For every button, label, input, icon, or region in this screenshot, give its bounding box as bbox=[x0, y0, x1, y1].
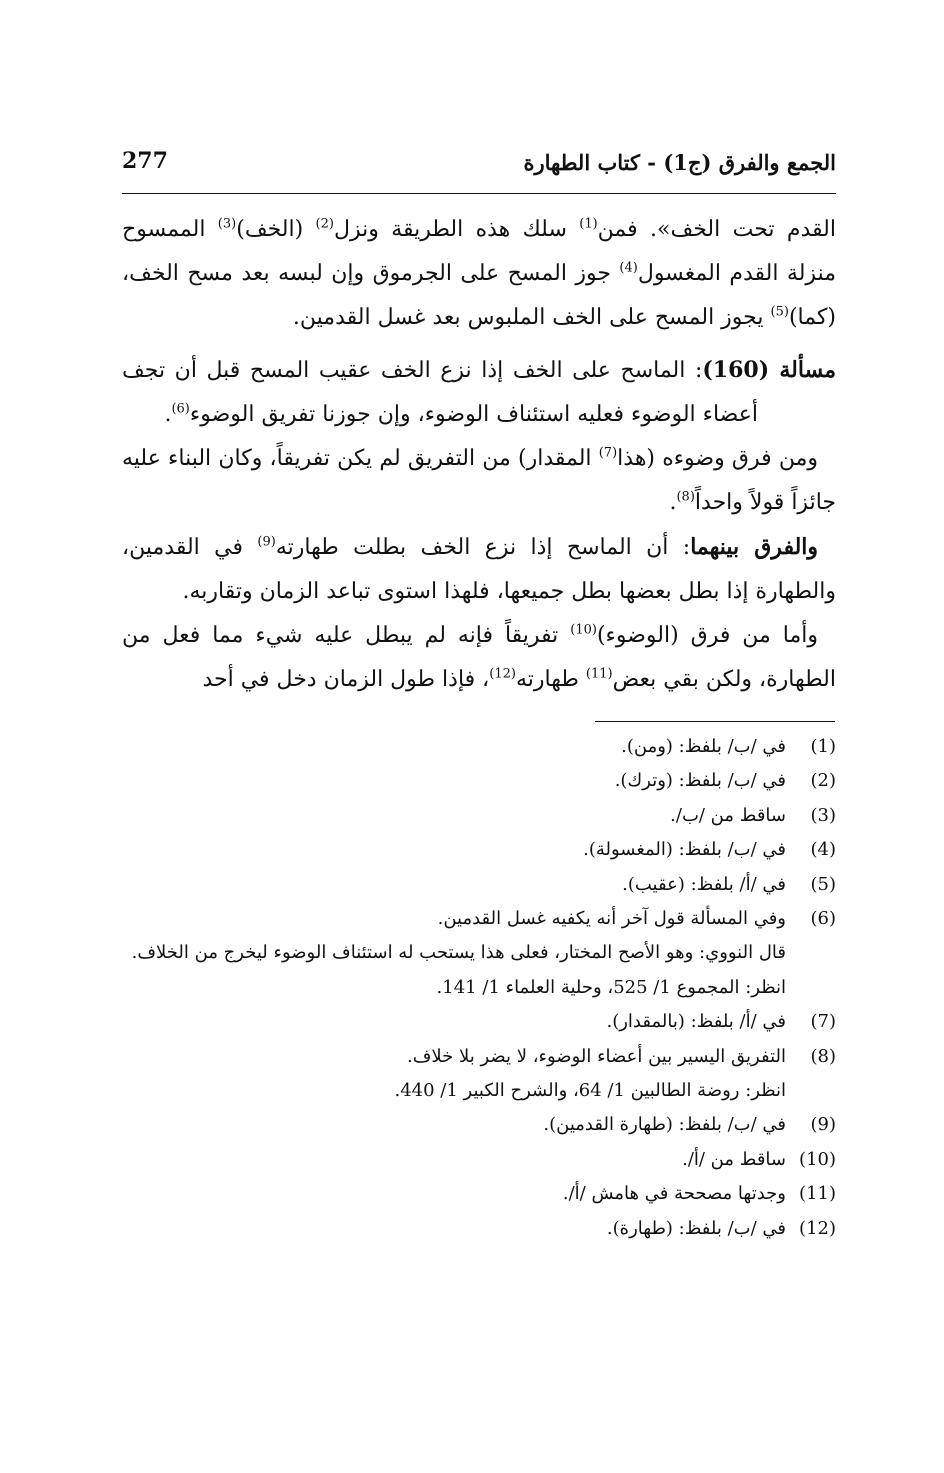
footnote-number: (8) bbox=[810, 1045, 836, 1067]
footnote-ref-11: (11) bbox=[585, 666, 613, 682]
footnote-text: في /أ/ بلفظ: (عقيب). bbox=[622, 873, 786, 895]
text-run: المقدار) من التفريق لم يكن تفريقاً، وكان البناء عليه جائزاً قولاً واحداً bbox=[122, 446, 836, 515]
running-header-title: الجمع والفرق (ج1) - كتاب الطهارة bbox=[523, 150, 836, 175]
footnote-text: وجدتها مصححة في هامش /أ/. bbox=[562, 1183, 786, 1205]
footnote-text: في /ب/ بلفظ: (طهارة). bbox=[606, 1217, 786, 1239]
footnote-item bbox=[122, 764, 836, 798]
footnote-ref-4: (4) bbox=[619, 260, 638, 276]
text-run: . bbox=[669, 490, 677, 515]
text-run: القدم تحت الخف». فمن bbox=[597, 217, 836, 242]
paragraph-2-masala bbox=[122, 348, 836, 437]
footnote-ref-7: (7) bbox=[598, 445, 618, 461]
footnote-number: (3) bbox=[810, 804, 836, 826]
footnote-ref-9: (9) bbox=[257, 534, 276, 550]
text-run: ومن فرق وضوءه (هذا bbox=[617, 446, 818, 471]
text-run: جوز المسح على الجرموق وإن لبسه بعد مسح الخف، (كما) bbox=[122, 261, 836, 330]
main-text bbox=[122, 208, 836, 702]
footnote-number: (9) bbox=[810, 1114, 836, 1136]
text-run: تفريقاً فإنه لم يبطل عليه شيء مما فعل من الطهارة، ولكن بقي بعض bbox=[122, 623, 836, 692]
footnote-ref-5: (5) bbox=[770, 304, 789, 320]
footnote-number: (6) bbox=[810, 908, 836, 930]
footnote-text: في /ب/ بلفظ: (المغسولة). bbox=[583, 839, 786, 861]
footnote-number: (7) bbox=[810, 1011, 836, 1033]
difference-heading: والفرق بينهما bbox=[690, 534, 819, 560]
footnote-text: في /أ/ بلفظ: (بالمقدار). bbox=[606, 1011, 786, 1033]
text-run: في القدمين، والطهارة إذا بطل بعضها بطل جميعها، فلهذا استوى تباعد الزمان وتقاربه. bbox=[122, 535, 836, 604]
footnote-item bbox=[122, 833, 836, 867]
footnote-ref-10: (10) bbox=[570, 622, 597, 638]
text-run: ، فإذا طول الزمان دخل في أحد bbox=[202, 667, 490, 692]
header-rule bbox=[122, 193, 836, 194]
footnote-text: ساقط من /ب/. bbox=[670, 804, 786, 826]
footnote-item bbox=[122, 1040, 836, 1074]
paragraph-3 bbox=[122, 437, 836, 525]
text-run: طهارته bbox=[515, 667, 586, 692]
footnote-text: في /ب/ بلفظ: (وترك). bbox=[614, 770, 786, 792]
paragraph-gap bbox=[122, 340, 836, 348]
footnote-text: التفريق اليسير بين أعضاء الوضوء، لا يضر بلا خلاف. bbox=[407, 1045, 786, 1067]
masala-heading: مسألة (160) bbox=[702, 357, 836, 383]
page-number: 277 bbox=[122, 148, 168, 174]
text-run: سلك هذه الطريقة ونزل bbox=[333, 217, 580, 242]
footnote-number: (4) bbox=[810, 839, 836, 861]
footnote-separator bbox=[595, 721, 835, 722]
footnote-item bbox=[122, 902, 836, 936]
footnote-item bbox=[122, 868, 836, 902]
text-run: وأما من فرق (الوضوء) bbox=[596, 623, 818, 648]
paragraph-1 bbox=[122, 208, 836, 340]
text-run: . bbox=[164, 402, 172, 427]
footnote-ref-3: (3) bbox=[217, 216, 237, 232]
text-run: الممسوح منزلة القدم المغسول bbox=[122, 217, 836, 286]
footnote-text: وفي المسألة قول آخر أنه يكفيه غسل القدمين. bbox=[437, 908, 786, 930]
paragraph-5 bbox=[122, 614, 836, 702]
footnote-item bbox=[122, 1177, 836, 1211]
footnote-text: في /ب/ بلفظ: (ومن). bbox=[621, 736, 786, 757]
footnote-text: ساقط من /أ/. bbox=[682, 1148, 786, 1170]
footnote-continuation: انظر: المجموع 1/ 525، وحلية العلماء 1/ 141. bbox=[436, 976, 786, 998]
footnote-item bbox=[122, 799, 836, 833]
footnote-ref-2: (2) bbox=[315, 216, 334, 232]
footnote-continuation: قال النووي: وهو الأصح المختار، فعلى هذا يستحب له استئناف الوضوء ليخرج من الخلاف. bbox=[131, 942, 786, 964]
footnotes bbox=[122, 730, 836, 1246]
footnote-number: (12) bbox=[799, 1217, 836, 1239]
footnote-item bbox=[122, 1143, 836, 1177]
text-run: يجوز المسح على الخف الملبوس بعد غسل القدمين. bbox=[292, 305, 771, 330]
footnote-ref-12: (12) bbox=[489, 666, 516, 682]
footnote-item bbox=[122, 1005, 836, 1039]
footnote-text: في /ب/ بلفظ: (طهارة القدمين). bbox=[543, 1114, 786, 1136]
footnote-number: (10) bbox=[799, 1148, 836, 1170]
footnote-number: (1) bbox=[810, 736, 836, 757]
footnote-ref-8: (8) bbox=[676, 489, 695, 505]
footnote-item bbox=[122, 1212, 836, 1246]
text-run: : الماسح على الخف إذا نزع الخف عقيب المسح قبل أن تجف أعضاء الوضوء فعليه استئناف الوضوء، وإن جوزنا تفريق الوضوء bbox=[122, 358, 758, 427]
footnote-continuation: انظر: روضة الطالبين 1/ 64، والشرح الكبير 1/ 440. bbox=[394, 1080, 786, 1102]
footnote-number: (11) bbox=[799, 1183, 836, 1205]
text-run: (الخف) bbox=[236, 217, 316, 242]
text-run: : أن الماسح إذا نزع الخف بطلت طهارته bbox=[275, 535, 691, 560]
footnote-ref-6: (6) bbox=[171, 401, 190, 417]
footnote-number: (2) bbox=[810, 770, 836, 792]
footnote-number: (5) bbox=[810, 873, 836, 895]
footnote-item bbox=[122, 1108, 836, 1142]
footnote-item bbox=[122, 730, 836, 764]
footnote-ref-1: (1) bbox=[579, 216, 598, 232]
paragraph-4 bbox=[122, 525, 836, 614]
